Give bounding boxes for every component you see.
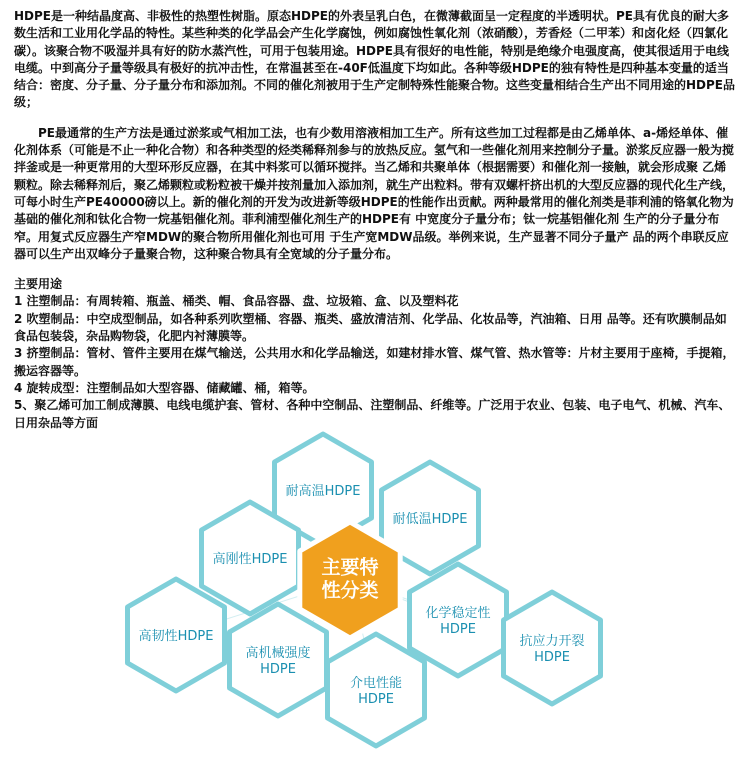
- use-item-5: 5、聚乙烯可加工制成薄膜、电线电缆护套、管材、各种中空制品、注塑制品、纤维等。广泛用于农业、包装、电子电气、机械、汽车、日用杂品等方面: [14, 398, 731, 430]
- hex-label: 抗应力开裂: [519, 634, 585, 649]
- uses-heading: 主要用途: [14, 277, 63, 292]
- hex-label: 高刚性HDPE: [212, 552, 288, 567]
- use-item-2: 2 吹塑制品：中空成型制品，如各种系列吹塑桶、容器、瓶类、盛放清洁剂、化学品、化妆品等，汽油箱、日用 品等。还有吹膜制品如食品包装袋，杂品购物袋，化肥内衬薄膜等。: [14, 311, 727, 344]
- hex-label: 高机械强度: [245, 646, 311, 661]
- document-body: [14, 8, 736, 432]
- hex-high-toughness: [128, 579, 225, 691]
- hexagon-group: [128, 434, 601, 746]
- hex-label: 耐低温HDPE: [392, 512, 468, 527]
- paragraph-spacer: [14, 112, 736, 125]
- hex-label: 高韧性HDPE: [138, 629, 214, 644]
- property-hexagon-diagram: [0, 430, 750, 768]
- paragraph-spacer: [14, 263, 736, 276]
- hex-label: HDPE: [358, 692, 394, 707]
- hex-stress-crack: [504, 592, 601, 704]
- intro-paragraph: HDPE是一种结晶度高、非极性的热塑性树脂。原态HDPE的外表呈乳白色，在微薄截面呈一定程度的半透明状。PE具有优良的耐大多数生活和工业用化学品的特性。某些种类的化学品会产生化学腐蚀，例如腐蚀性氧化剂（浓硝酸），芳香烃（二甲苯）和卤化烃（四氯化碳）。该聚合物不吸湿并具有好的防水蒸汽性，可用于包装用途。HDPE具有很好的电性能，特别是绝缘介电强度高，使其很适用于电线电缆。中到高分子量等级具有极好的抗冲击性，在常温甚至在-40F低温度下均如此。各种等级HDPE的独有特性是四种基本变量的适当结合：密度、分子量、分子量分布和添加剂。不同的催化剂被用于生产定制特殊性能聚合物。这些变量相结合生产出不同用途的HDPE品级；: [14, 9, 736, 110]
- hex-label: HDPE: [534, 650, 570, 665]
- hex-dielectric: [328, 634, 425, 746]
- hex-label: 介电性能: [349, 676, 403, 691]
- use-item-4: 4 旋转成型：注塑制品如大型容器、储藏罐、桶，箱等。: [14, 380, 315, 395]
- hex-mechanical-strength: [230, 604, 327, 716]
- hex-label: 性分类: [321, 579, 379, 602]
- hex-label: HDPE: [440, 622, 476, 637]
- use-item-1: 1 注塑制品：有周转箱、瓶盖、桶类、帽、食品容器、盘、垃圾箱、盒、以及塑料花: [14, 294, 459, 309]
- production-paragraph: PE最通常的生产方法是通过淤浆或气相加工法，也有少数用溶液相加工生产。所有这些加工过程都是由乙烯单体、a-烯烃单体、催化剂体系（可能是不止一种化合物）和各种类型的烃类稀释剂参与的放热反应。氢气和一些催化剂用来控制分子量。淤浆反应器一般为搅拌釜或是一种更常用的大型环形反应器，在其中料浆可以循环搅拌。当乙烯和共聚单体（根据需要）和催化剂一接触，就会形成聚 乙烯颗粒。除去稀释剂后，聚乙烯颗粒或粉粒被干燥并按剂量加入添加剂，就生产出粒料。带有双螺杆挤出机的大型反应器的现代化生产线，可每小时生产PE40000磅以上。新的催化剂的开发为改进新等级HDPE的性能作出贡献。两种最常用的催化剂类是菲利浦的铬氧化物为基础的催化剂和钛化合物一烷基铝催化剂。菲利浦型催化剂生产的HDPE有 中宽度分子量分布；钛一烷基铝催化剂 生产的分子量分布窄。用复式反应器生产窄MDW的聚合物所用催化剂也可用 于生产宽MDW品级。举例来说，生产显著不同分子量产 品的两个串联反应器可以生产出双峰分子量聚合物，这种聚合物具有全宽域的分子量分布。: [14, 125, 735, 261]
- hex-label: 主要特: [321, 556, 379, 579]
- hex-high-rigidity: [202, 502, 299, 614]
- hex-label: 耐高温HDPE: [285, 484, 361, 499]
- use-item-3: 3 挤塑制品：管材、管件主要用在煤气输送，公共用水和化学品输送，如建材排水管、煤气管、热水管等：片材主要用于座椅，手提箱，搬运容器等。: [14, 346, 735, 378]
- hex-label: HDPE: [260, 662, 296, 677]
- hex-label: 化学稳定性: [425, 606, 491, 621]
